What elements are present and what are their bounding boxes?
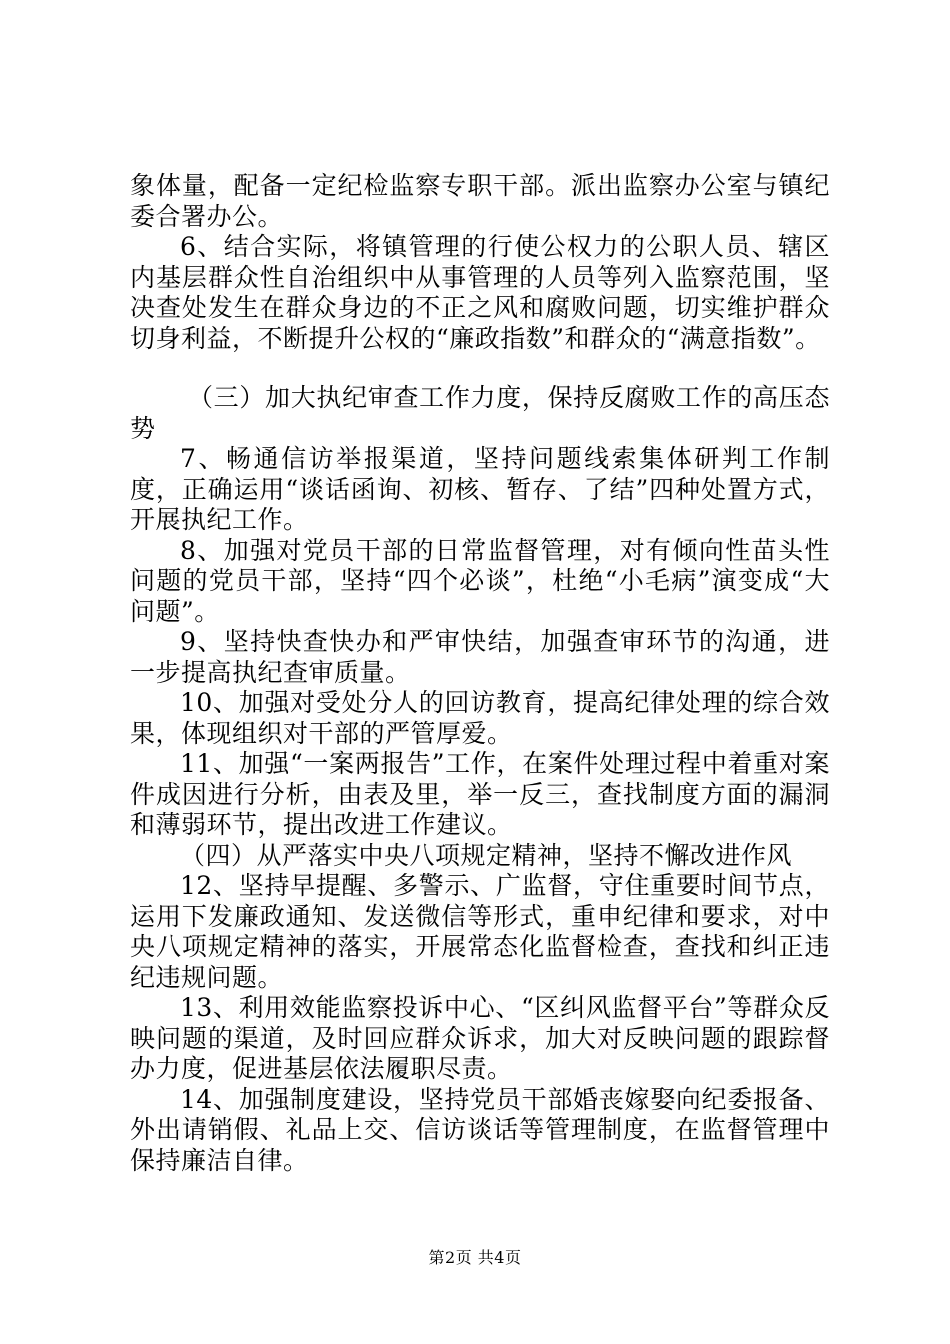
section-heading-4: （四）从严落实中央八项规定精神，坚持不懈改进作风 [180, 840, 793, 870]
paragraph-continuation: 象体量，配备一定纪检监察专职干部。派出监察办公室与镇纪委合署办公。 [130, 171, 830, 231]
document-body [130, 171, 830, 1176]
paragraph-item-12: 12、坚持早提醒、多警示、广监督，守住重要时间节点，运用下发廉政通知、发送微信等形式，重申纪律和要求，对中央八项规定精神的落实，开展常态化监督检查，查找和纠正违纪违规问题。 [130, 871, 830, 992]
paragraph-item-14: 14、加强制度建设，坚持党员干部婚丧嫁娶向纪委报备、外出请销假、礼品上交、信访谈话等管理制度，在监督管理中保持廉洁自律。 [130, 1084, 830, 1175]
section-heading-3: （三）加大执纪审查工作力度，保持反腐败工作的高压态势 [130, 383, 830, 443]
paragraph-item-10: 10、加强对受处分人的回访教育，提高纪律处理的综合效果，体现组织对干部的严管厚爱。 [130, 688, 830, 748]
paragraph-item-13: 13、利用效能监察投诉中心、“区纠风监督平台”等群众反映问题的渠道，及时回应群众诉求，加大对反映问题的跟踪督办力度，促进基层依法履职尽责。 [130, 993, 830, 1083]
paragraph-item-8: 8、加强对党员干部的日常监督管理，对有倾向性苗头性问题的党员干部，坚持“四个必谈”，杜绝“小毛病”演变成“大问题”。 [130, 535, 830, 626]
paragraph-item-7: 7、畅通信访举报渠道，坚持问题线索集体研判工作制度，正确运用“谈话函询、初核、暂存、了结”四种处置方式，开展执纪工作。 [130, 444, 830, 534]
paragraph-item-9: 9、坚持快查快办和严审快结，加强查审环节的沟通，进一步提高执纪查审质量。 [130, 627, 830, 687]
paragraph-spacer [130, 354, 830, 383]
paragraph-item-6: 6、结合实际，将镇管理的行使公权力的公职人员、辖区内基层群众性自治组织中从事管理的人员等列入监察范围，坚决查处发生在群众身边的不正之风和腐败问题，切实维护群众切身利益，不断提升公权的“廉政指数”和群众的“满意指数”。 [130, 232, 830, 353]
page-number-footer: 第2页 共4页 [428, 1248, 522, 1267]
paragraph-item-11: 11、加强“一案两报告”工作，在案件处理过程中着重对案件成因进行分析，由表及里，举一反三，查找制度方面的漏洞和薄弱环节，提出改进工作建议。 [130, 749, 830, 839]
